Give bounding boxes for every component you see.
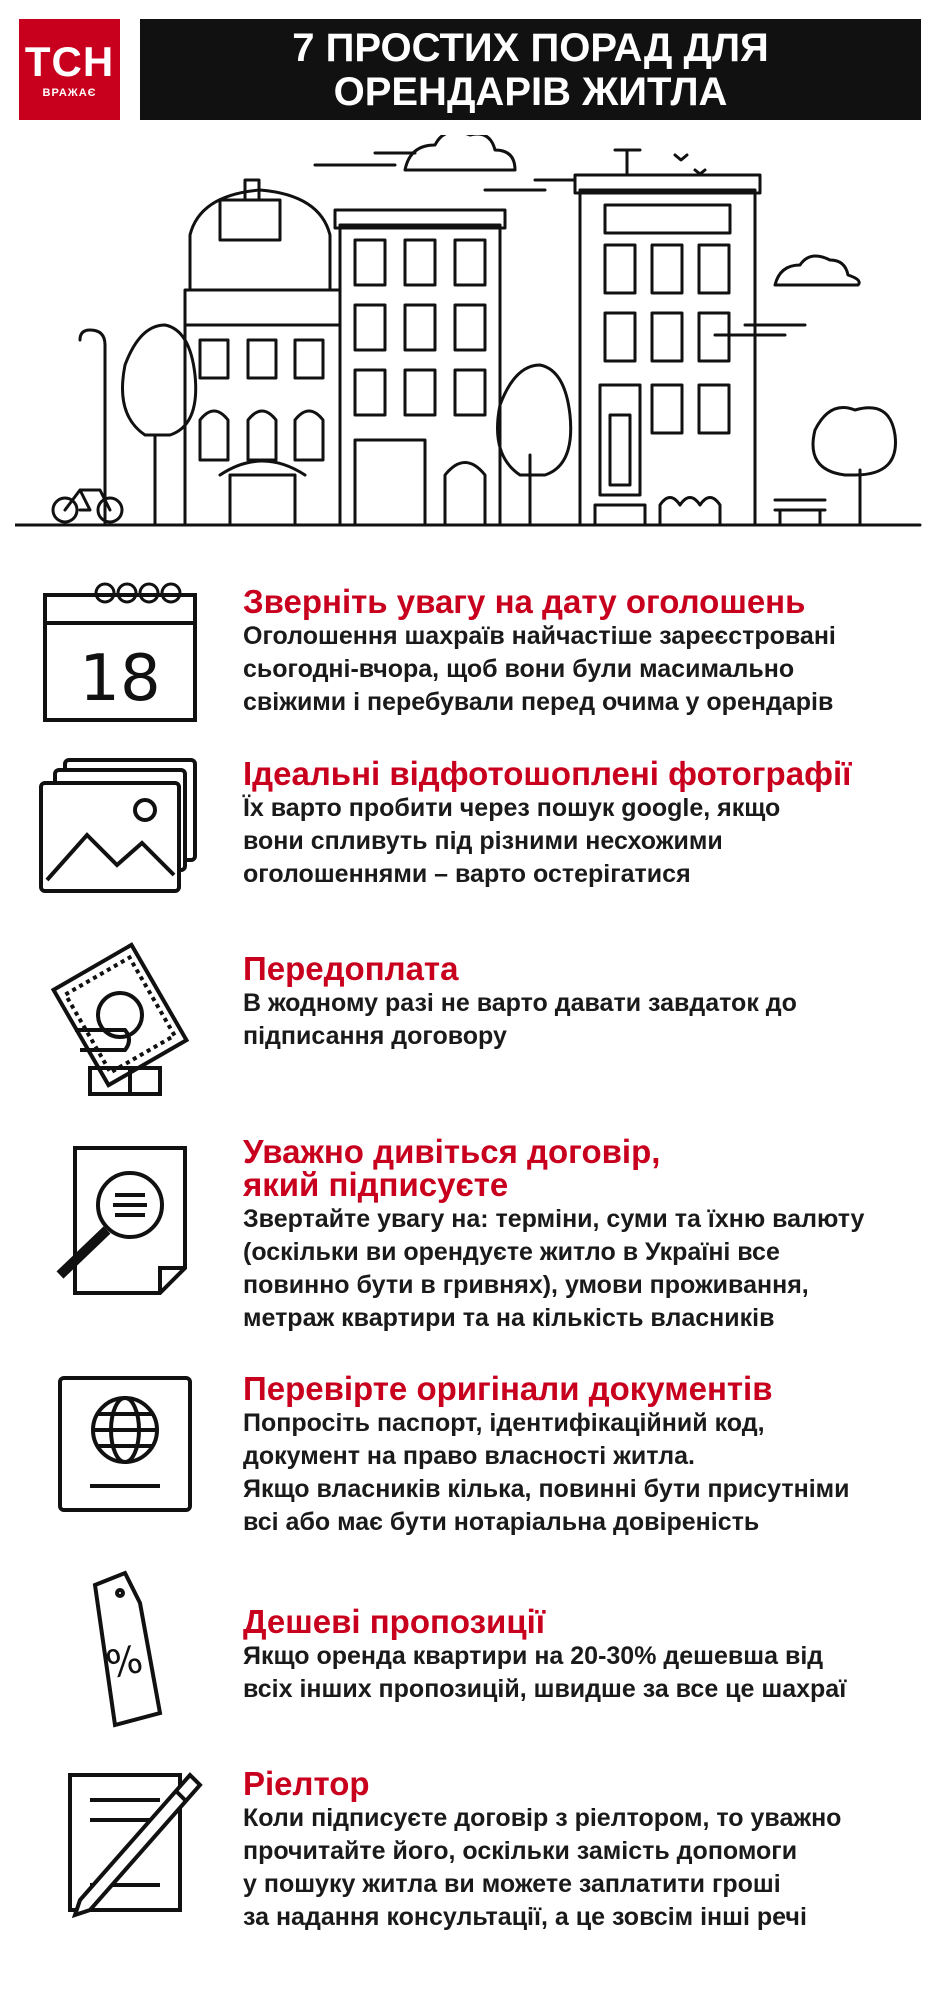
tip-heading: Ріелтор: [243, 1765, 370, 1802]
tip-heading: Ідеальні відфотошоплені фотографії: [243, 755, 852, 792]
tip-body: Оголошення шахраїв найчастіше зареєстровані сьогодні-вчора, щоб вони були масимально свіжими і перебували перед очима у орендарів: [243, 622, 836, 716]
logo-mark: ТСН: [24, 37, 115, 85]
tip-heading: Дешеві пропозиції: [243, 1603, 546, 1640]
calendar-icon: [35, 575, 205, 725]
title-line-2: ОРЕНДАРІВ ЖИТЛА: [333, 69, 728, 114]
document-search-icon: [35, 1140, 205, 1300]
tip-heading: Передоплата: [243, 950, 459, 987]
tip-heading: Зверніть увагу на дату оголошень: [243, 583, 806, 620]
tag-symbol: %: [102, 1636, 147, 1688]
price-tag-icon: [35, 1565, 205, 1730]
money-hand-icon: [35, 940, 205, 1100]
tip-body: Їх варто пробити через пошук google, якщо вони спливуть під різними несхожими оголошеннями – варто остерігатися: [243, 794, 781, 888]
tip-body: В жодному разі не варто давати завдаток до підписання договору: [243, 989, 797, 1050]
tip-heading: Уважно дивіться договір, який підписуєте: [243, 1133, 661, 1203]
title-line-1: 7 ПРОСТИХ ПОРАД ДЛЯ: [292, 25, 769, 70]
calendar-day: 18: [79, 642, 161, 716]
city-street-illustration: [15, 135, 925, 545]
passport-icon: [35, 1368, 205, 1518]
tsn-logo: [19, 19, 120, 120]
tip-body: Звертайте увагу на: терміни, суми та їхню валюту (оскільки ви орендуєте житло в Україні все повинно бути в гривнях), умови проживання, метраж квартири та на кількість власників: [243, 1205, 865, 1332]
page-title: [140, 19, 921, 120]
tip-body: Попросіть паспорт, ідентифікаційний код, документ на право власності житла. Якщо власників кілька, повинні бути присутніми всі або має бути нотаріальна довіреність: [243, 1409, 850, 1536]
tip-heading: Перевірте оригінали документів: [243, 1370, 773, 1407]
tip-body: Коли підписуєте договір з ріелтором, то уважно прочитайте його, оскільки замість допомоги у пошуку житла ви можете заплатити гроші за надання консультації, а це зовсім інші речі: [243, 1804, 842, 1931]
contract-pen-icon: [35, 1765, 205, 1935]
photo-stack-icon: [35, 755, 205, 895]
tip-body: Якщо оренда квартири на 20-30% дешевша від всіх інших пропозицій, швидше за все це шахраї: [243, 1642, 847, 1703]
logo-subtitle: ВРАЖАЄ: [42, 86, 97, 99]
